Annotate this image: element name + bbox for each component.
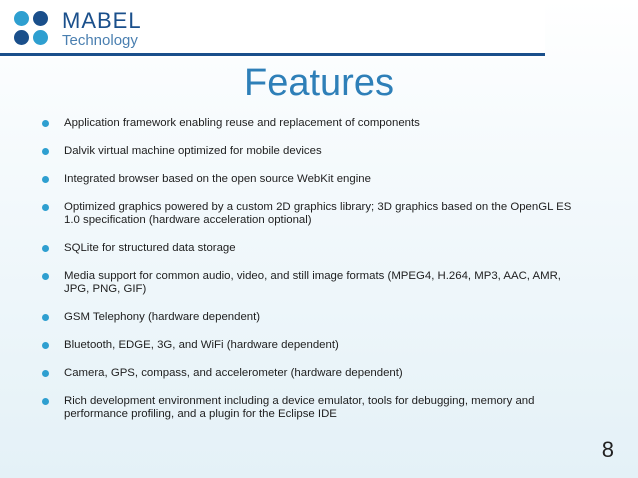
- list-item: [40, 201, 588, 227]
- list-item-text: GSM Telephony (hardware dependent): [64, 311, 261, 323]
- logo-dot-icon: [14, 30, 29, 45]
- list-item: [40, 173, 588, 186]
- slide-title: Features: [244, 62, 394, 104]
- list-item-text: Media support for common audio, video, and still image formats (MPEG4, H.264, MP3, AAC, AMR, JPG, PNG, GIF): [64, 270, 561, 295]
- list-item: [40, 145, 588, 158]
- list-item: [40, 311, 588, 324]
- list-item-text: SQLite for structured data storage: [64, 242, 236, 254]
- bullet-icon: [42, 120, 49, 127]
- list-item-text: Camera, GPS, compass, and accelerometer (hardware dependent): [64, 367, 403, 379]
- bullet-icon: [42, 398, 49, 405]
- list-item: [40, 339, 588, 352]
- logo-subtitle: Technology: [62, 32, 138, 49]
- list-item: [40, 367, 588, 380]
- bullet-icon: [42, 176, 49, 183]
- bullet-icon: [42, 370, 49, 377]
- logo-dot-icon: [14, 11, 29, 26]
- logo: [14, 8, 154, 48]
- logo-dot-icon: [33, 11, 48, 26]
- list-item-text: Rich development environment including a device emulator, tools for debugging, memory and performance profiling, and a plugin for the Eclipse IDE: [64, 395, 535, 420]
- list-item-text: Bluetooth, EDGE, 3G, and WiFi (hardware dependent): [64, 339, 339, 351]
- list-item-text: Application framework enabling reuse and replacement of components: [64, 117, 420, 129]
- logo-name: MABEL: [62, 8, 142, 33]
- bullet-icon: [42, 273, 49, 280]
- list-item: [40, 270, 588, 296]
- list-item: [40, 395, 588, 421]
- header-divider: [0, 53, 545, 56]
- logo-dot-icon: [33, 30, 48, 45]
- bullet-icon: [42, 148, 49, 155]
- bullet-icon: [42, 245, 49, 252]
- list-item: [40, 117, 588, 130]
- list-item-text: Optimized graphics powered by a custom 2D graphics library; 3D graphics based on the OpenGL ES 1.0 specification (hardware acceleration optional): [64, 201, 572, 226]
- bullet-icon: [42, 314, 49, 321]
- bullet-icon: [42, 342, 49, 349]
- list-item: [40, 242, 588, 255]
- list-item-text: Integrated browser based on the open source WebKit engine: [64, 173, 371, 185]
- bullet-icon: [42, 204, 49, 211]
- feature-list: [40, 117, 588, 421]
- list-item-text: Dalvik virtual machine optimized for mobile devices: [64, 145, 322, 157]
- page-number: 8: [601, 437, 614, 462]
